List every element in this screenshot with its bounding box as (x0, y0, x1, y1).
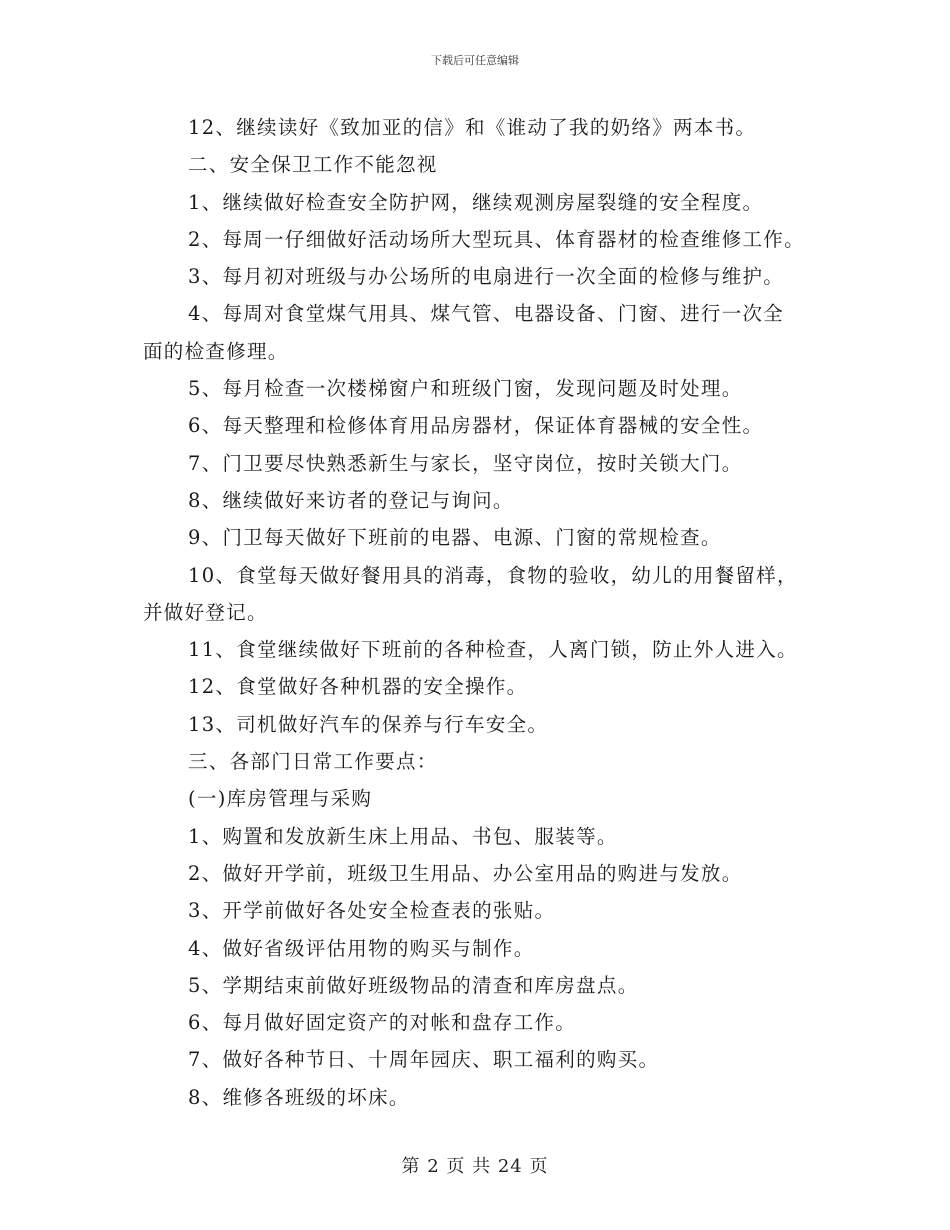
text-line: 8、继续做好来访者的登记与询问。 (188, 488, 514, 512)
text-line: 4、每周对食堂煤气用具、煤气管、电器设备、门窗、进行一次全 (188, 302, 785, 326)
page-footer: 第 2 页 共 24 页 (401, 1156, 549, 1177)
text-line: 3、开学前做好各处安全检查表的张贴。 (188, 899, 556, 923)
document-body (143, 109, 823, 1116)
text-line: 13、司机做好汽车的保养与行车安全。 (188, 712, 549, 736)
text-line: 三、各部门日常工作要点： (188, 750, 438, 774)
text-line: 7、门卫要尽快熟悉新生与家长，坚守岗位，按时关锁大门。 (188, 451, 743, 475)
text-line: 12、继续读好《致加亚的信》和《谁动了我的奶络》两本书。 (188, 116, 757, 139)
text-line: 6、每月做好固定资产的对帐和盘存工作。 (188, 1011, 577, 1035)
text-line: 4、做好省级评估用物的购买与制作。 (188, 936, 535, 960)
text-line: 11、食堂继续做好下班前的各种检查，人离门锁，防止外人进入。 (188, 638, 798, 662)
text-line: 3、每月初对班级与办公场所的电扇进行一次全面的检修与维护。 (188, 265, 785, 289)
text-line: 8、维修各班级的坏床。 (188, 1085, 410, 1109)
text-line: 面的检查修理。 (143, 339, 289, 363)
text-line: (一)库房管理与采购 (188, 787, 373, 811)
text-line: 9、门卫每天做好下班前的电器、电源、门窗的常规检查。 (188, 526, 722, 550)
text-line: 5、学期结束前做好班级物品的清查和库房盘点。 (188, 973, 639, 997)
text-line: 1、购置和发放新生床上用品、书包、服装等。 (188, 824, 618, 848)
text-line: 二、安全保卫工作不能忽视 (188, 153, 438, 177)
text-line: 2、做好开学前，班级卫生用品、办公室用品的购进与发放。 (188, 861, 743, 885)
text-line: 12、食堂做好各种机器的安全操作。 (188, 675, 528, 699)
text-line: 1、继续做好检查安全防护网，继续观测房屋裂缝的安全程度。 (188, 190, 764, 214)
text-line: 6、每天整理和检修体育用品房器材，保证体育器械的安全性。 (188, 414, 764, 438)
text-line: 7、做好各种节日、十周年园庆、职工福利的购买。 (188, 1048, 660, 1072)
page-header: 下载后可任意编辑 (431, 54, 519, 67)
text-line: 2、每周一仔细做好活动场所大型玩具、体育器材的检查维修工作。 (188, 227, 805, 251)
text-line: 10、食堂每天做好餐用具的消毒，食物的验收，幼儿的用餐留样， (188, 563, 798, 587)
text-line: 并做好登记。 (143, 600, 268, 624)
text-line: 5、每月检查一次楼梯窗户和班级门窗，发现问题及时处理。 (188, 377, 743, 401)
